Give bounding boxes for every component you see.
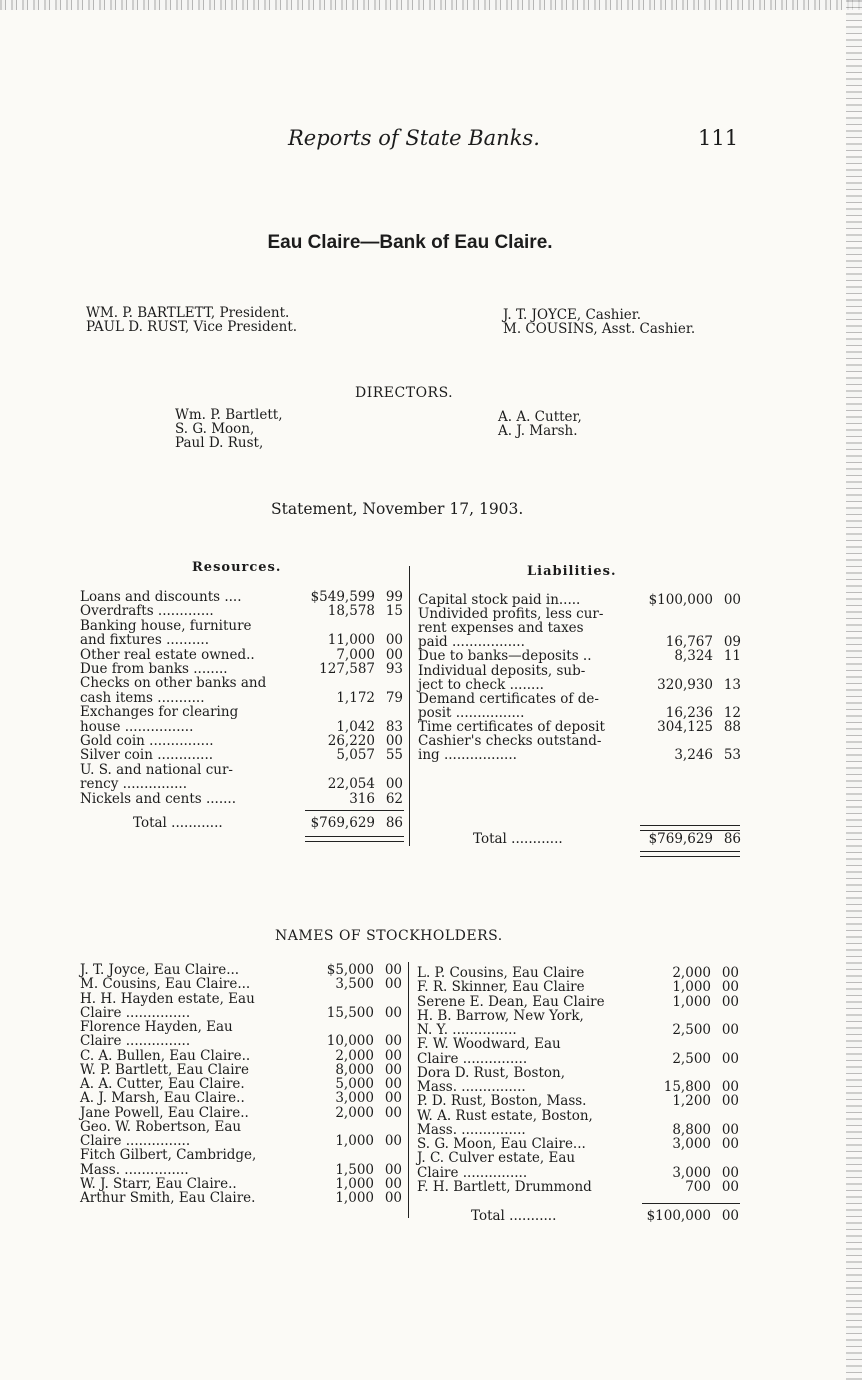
row-label: and fixtures .......... (80, 632, 209, 649)
row-amount: 26,220 (327, 733, 375, 749)
stockholder-row (80, 1177, 402, 1191)
row-amount: 16,767 (665, 634, 713, 651)
row-label: Claire ............... (80, 1004, 191, 1021)
stockholder-row (417, 995, 739, 1009)
stockholder-row (80, 977, 402, 991)
row-cents: 00 (384, 1061, 402, 1078)
stockholder-row (80, 1091, 402, 1105)
officer-cashier: J. T. JOYCE, Cashier. (503, 307, 642, 323)
stockholder-row (80, 1077, 402, 1091)
stockholder-row (417, 1066, 739, 1080)
row-cents: 00 (384, 1190, 402, 1206)
row-label: Due to banks—deposits .. (418, 648, 592, 665)
row-label: W. J. Starr, Eau Claire.. (80, 1175, 237, 1192)
stockholder-row (417, 1109, 739, 1123)
row-cents: 00 (385, 646, 403, 663)
row-cents: 00 (721, 1121, 739, 1138)
row-label: posit ................ (418, 704, 525, 721)
stockholder-row (417, 980, 739, 994)
row-amount: 320,930 (657, 676, 713, 693)
stockholder-row (80, 1006, 402, 1020)
row-amount: 2,000 (672, 965, 711, 981)
stockholder-row (417, 1023, 739, 1037)
liability-row (418, 748, 741, 762)
row-label: N. Y. ............... (417, 1022, 517, 1038)
row-label: Claire ............... (80, 1033, 191, 1050)
row-amount: 16,236 (665, 704, 713, 721)
row-label: C. A. Bullen, Eau Claire.. (80, 1047, 251, 1064)
row-label: rency ............... (80, 776, 187, 793)
row-label: rent expenses and taxes (418, 620, 584, 637)
stockholder-row (417, 1166, 739, 1180)
row-label: Checks on other banks and (80, 675, 267, 692)
resource-row (80, 691, 403, 705)
row-amount: 1,000 (672, 979, 711, 996)
directors-heading: DIRECTORS. (355, 385, 454, 401)
row-amount: 5,000 (335, 1076, 374, 1092)
total-label: Total ............ (133, 815, 223, 831)
liability-row (418, 734, 741, 748)
row-label: Arthur Smith, Eau Claire. (80, 1190, 256, 1206)
stockholders-column-divider (408, 962, 409, 1218)
row-cents: 62 (385, 790, 403, 807)
row-amount: 2,000 (335, 1047, 374, 1064)
row-amount: 2,500 (672, 1022, 711, 1038)
row-label: P. D. Rust, Boston, Mass. (417, 1093, 587, 1110)
row-label: F. R. Skinner, Eau Claire (417, 979, 585, 996)
row-label: H. B. Barrow, New York, (417, 1007, 584, 1024)
row-label: Silver coin ............. (80, 747, 214, 764)
row-cents: 00 (384, 1104, 402, 1121)
row-label: Banking house, furniture (80, 617, 252, 634)
row-cents: 09 (723, 634, 741, 651)
row-label: Mass. ............... (417, 1079, 526, 1095)
row-amount: 1,000 (335, 1190, 374, 1206)
liability-row (418, 664, 741, 678)
row-label: M. Cousins, Eau Claire... (80, 976, 251, 993)
row-label: Gold coin ............... (80, 733, 214, 749)
resources-total-double-rule (305, 836, 404, 842)
row-cents: 00 (384, 1161, 402, 1178)
stockholder-row (417, 1094, 739, 1108)
officer-president: WM. P. BARTLETT, President. (86, 305, 290, 321)
row-cents: 99 (385, 589, 403, 605)
row-cents: 00 (721, 1136, 739, 1152)
resource-row (80, 590, 403, 604)
row-label: ing ................. (418, 747, 517, 764)
row-label: cash items ........... (80, 689, 205, 706)
stockholder-row (417, 1137, 739, 1151)
row-label: Demand certificates of de- (418, 690, 599, 707)
total-amount: $769,629 (648, 831, 713, 847)
row-label: L. P. Cousins, Eau Claire (417, 965, 585, 981)
stockholder-row (417, 1037, 739, 1051)
row-amount: $5,000 (326, 962, 374, 978)
row-label: Fitch Gilbert, Cambridge, (80, 1147, 257, 1164)
bank-title: Eau Claire—Bank of Eau Claire. (267, 232, 553, 253)
stockholder-row (80, 1163, 402, 1177)
stockholder-row (80, 1063, 402, 1077)
column-divider (409, 566, 410, 846)
stockholder-row (80, 963, 402, 977)
row-cents: 00 (384, 1090, 402, 1107)
row-amount: 3,500 (335, 976, 374, 993)
row-amount: 1,200 (672, 1093, 711, 1110)
liability-row (418, 635, 741, 649)
stockholders-heading: NAMES OF STOCKHOLDERS. (275, 928, 503, 944)
resource-row (80, 633, 403, 647)
resource-row (80, 720, 403, 734)
row-label: Loans and discounts .... (80, 589, 242, 605)
row-cents: 00 (384, 1133, 402, 1149)
running-title: Reports of State Banks. (288, 126, 540, 150)
row-cents: 00 (721, 979, 739, 996)
stockholder-row (80, 1120, 402, 1134)
row-cents: 00 (721, 965, 739, 981)
stockholder-row (417, 1009, 739, 1023)
stockholder-row (80, 1148, 402, 1162)
row-cents: 12 (723, 704, 741, 721)
row-label: U. S. and national cur- (80, 761, 233, 778)
row-cents: 00 (721, 1178, 739, 1195)
row-cents: 00 (385, 776, 403, 793)
row-label: Mass. ............... (417, 1121, 526, 1138)
stockholder-row (417, 1151, 739, 1165)
row-label: Due from banks ........ (80, 661, 228, 677)
row-cents: 00 (721, 1079, 739, 1095)
row-label: Individual deposits, sub- (418, 662, 586, 679)
row-label: Mass. ............... (80, 1161, 189, 1178)
row-cents: 93 (385, 661, 403, 677)
row-cents: 79 (385, 689, 403, 706)
row-label: Jane Powell, Eau Claire.. (80, 1104, 249, 1121)
liability-row (418, 692, 741, 706)
row-cents: 11 (723, 648, 741, 665)
liabilities-heading: Liabilities. (527, 564, 617, 579)
stockholder-row (417, 1180, 739, 1194)
resource-row (80, 792, 403, 806)
row-amount: 15,500 (326, 1004, 374, 1021)
row-label: Undivided profits, less cur- (418, 606, 604, 623)
row-cents: 88 (723, 718, 741, 735)
row-cents: 00 (721, 1022, 739, 1038)
row-label: Capital stock paid in..... (418, 592, 581, 608)
liability-row (418, 607, 741, 621)
total-cents: 00 (721, 1208, 739, 1224)
row-amount: 1,000 (672, 993, 711, 1010)
row-cents: 00 (721, 1164, 739, 1181)
resource-row (80, 777, 403, 791)
resource-row (80, 662, 403, 676)
row-label: Dora D. Rust, Boston, (417, 1064, 565, 1081)
resource-row (80, 648, 403, 662)
row-label: Claire ............... (417, 1050, 528, 1067)
total-label: Total ........... (471, 1208, 557, 1224)
row-amount: 5,057 (336, 747, 375, 764)
resource-row (80, 676, 403, 690)
row-cents: 00 (384, 1004, 402, 1021)
stockholder-row (80, 1106, 402, 1120)
stockholder-row (80, 1049, 402, 1063)
statement-title: Statement, November 17, 1903. (271, 500, 524, 518)
liability-row (418, 706, 741, 720)
scan-edge-top (0, 0, 862, 10)
row-label: J. T. Joyce, Eau Claire... (80, 962, 240, 978)
row-cents: 00 (384, 962, 402, 978)
stockholder-row (80, 1020, 402, 1034)
row-label: W. A. Rust estate, Boston, (417, 1107, 593, 1124)
row-amount: $549,599 (310, 589, 375, 605)
scan-edge-right (846, 0, 862, 1380)
officer-vice-president: PAUL D. RUST, Vice President. (86, 319, 298, 335)
liability-row (418, 678, 741, 692)
row-label: paid ................. (418, 634, 525, 651)
row-amount: 8,800 (672, 1121, 711, 1138)
liability-row (418, 593, 741, 607)
row-amount: 2,000 (335, 1104, 374, 1121)
row-label: F. H. Bartlett, Drummond (417, 1178, 592, 1195)
row-amount: 11,000 (327, 632, 375, 649)
stockholders-total-row (417, 1209, 739, 1223)
row-label: S. G. Moon, Eau Claire... (417, 1136, 586, 1152)
stockholder-row (80, 1191, 402, 1205)
row-label: house ................ (80, 718, 194, 735)
row-cents: 00 (384, 1047, 402, 1064)
row-amount: 8,324 (674, 648, 713, 665)
stockholder-row (80, 1034, 402, 1048)
officer-asst-cashier: M. COUSINS, Asst. Cashier. (503, 321, 696, 337)
row-amount: 3,000 (672, 1136, 711, 1152)
row-label: Claire ............... (80, 1133, 191, 1149)
row-label: ject to check ........ (418, 676, 544, 693)
row-amount: 304,125 (657, 718, 713, 735)
row-cents: 00 (384, 976, 402, 993)
row-label: F. W. Woodward, Eau (417, 1036, 561, 1053)
row-label: Claire ............... (417, 1164, 528, 1181)
row-label: Nickels and cents ....... (80, 790, 237, 807)
liability-row (418, 621, 741, 635)
liabilities-total-double-rule-top (640, 825, 740, 831)
row-cents: 00 (384, 1033, 402, 1050)
stockholder-row (80, 1134, 402, 1148)
row-amount: 3,000 (672, 1164, 711, 1181)
stockholder-row (417, 1052, 739, 1066)
row-cents: 00 (721, 1050, 739, 1067)
row-amount: 10,000 (326, 1033, 374, 1050)
row-cents: 00 (385, 733, 403, 749)
row-amount: 18,578 (327, 603, 375, 620)
row-amount: 1,500 (335, 1161, 374, 1178)
row-label: W. P. Bartlett, Eau Claire (80, 1061, 249, 1078)
resource-row (80, 734, 403, 748)
row-amount: 7,000 (336, 646, 375, 663)
row-label: H. H. Hayden estate, Eau (80, 990, 255, 1007)
row-cents: 00 (385, 632, 403, 649)
row-cents: 00 (721, 993, 739, 1010)
row-cents: 83 (385, 718, 403, 735)
page-number: 111 (698, 126, 739, 150)
row-amount: 127,587 (319, 661, 375, 677)
liabilities-total-double-rule-bottom (640, 851, 740, 857)
row-amount: 2,500 (672, 1050, 711, 1067)
row-label: Exchanges for clearing (80, 704, 239, 721)
director-name: A. A. Cutter, (498, 409, 582, 425)
row-amount: 8,000 (335, 1061, 374, 1078)
liability-row (418, 649, 741, 663)
row-amount: 316 (349, 790, 375, 807)
stockholder-row (417, 1123, 739, 1137)
row-amount: 22,054 (327, 776, 375, 793)
row-label: Florence Hayden, Eau (80, 1019, 233, 1035)
liabilities-total-row (418, 832, 741, 846)
row-amount: 1,042 (336, 718, 375, 735)
director-name: Wm. P. Bartlett, (175, 407, 283, 423)
row-label: Cashier's checks outstand- (418, 733, 602, 749)
resource-row (80, 748, 403, 762)
row-label: Time certificates of deposit (418, 718, 605, 735)
row-label: J. C. Culver estate, Eau (417, 1150, 576, 1167)
row-amount: 1,172 (336, 689, 375, 706)
stockholder-row (417, 1080, 739, 1094)
resources-total-rule (305, 810, 404, 811)
row-label: Other real estate owned.. (80, 646, 255, 663)
row-cents: 00 (723, 592, 741, 608)
row-cents: 13 (723, 676, 741, 693)
director-name: Paul D. Rust, (175, 435, 264, 451)
total-label: Total ............ (473, 831, 563, 847)
row-label: Serene E. Dean, Eau Claire (417, 993, 605, 1010)
row-cents: 15 (385, 603, 403, 620)
row-amount: $100,000 (648, 592, 713, 608)
row-amount: 700 (685, 1178, 711, 1195)
liability-row (418, 720, 741, 734)
row-cents: 00 (721, 1093, 739, 1110)
row-cents: 55 (385, 747, 403, 764)
row-amount: 1,000 (335, 1175, 374, 1192)
row-label: Overdrafts ............. (80, 603, 214, 620)
director-name: S. G. Moon, (175, 421, 255, 437)
row-label: A. A. Cutter, Eau Claire. (80, 1076, 245, 1092)
total-amount: $769,629 (310, 815, 375, 831)
row-cents: 53 (723, 747, 741, 764)
row-label: Geo. W. Robertson, Eau (80, 1118, 242, 1135)
row-amount: 1,000 (335, 1133, 374, 1149)
row-cents: 00 (384, 1175, 402, 1192)
row-cents: 00 (384, 1076, 402, 1092)
stockholder-row (417, 966, 739, 980)
resources-total-row (80, 816, 403, 830)
director-name: A. J. Marsh. (498, 423, 578, 439)
row-amount: 3,246 (674, 747, 713, 764)
total-cents: 86 (385, 815, 403, 831)
resource-row (80, 763, 403, 777)
resource-row (80, 619, 403, 633)
stockholders-total-rule (642, 1203, 740, 1204)
row-amount: 3,000 (335, 1090, 374, 1107)
total-cents: 86 (723, 831, 741, 847)
row-label: A. J. Marsh, Eau Claire.. (80, 1090, 245, 1107)
total-amount: $100,000 (646, 1208, 711, 1224)
resources-heading: Resources. (192, 560, 282, 575)
stockholder-row (80, 992, 402, 1006)
row-amount: 15,800 (663, 1079, 711, 1095)
resource-row (80, 705, 403, 719)
resource-row (80, 604, 403, 618)
